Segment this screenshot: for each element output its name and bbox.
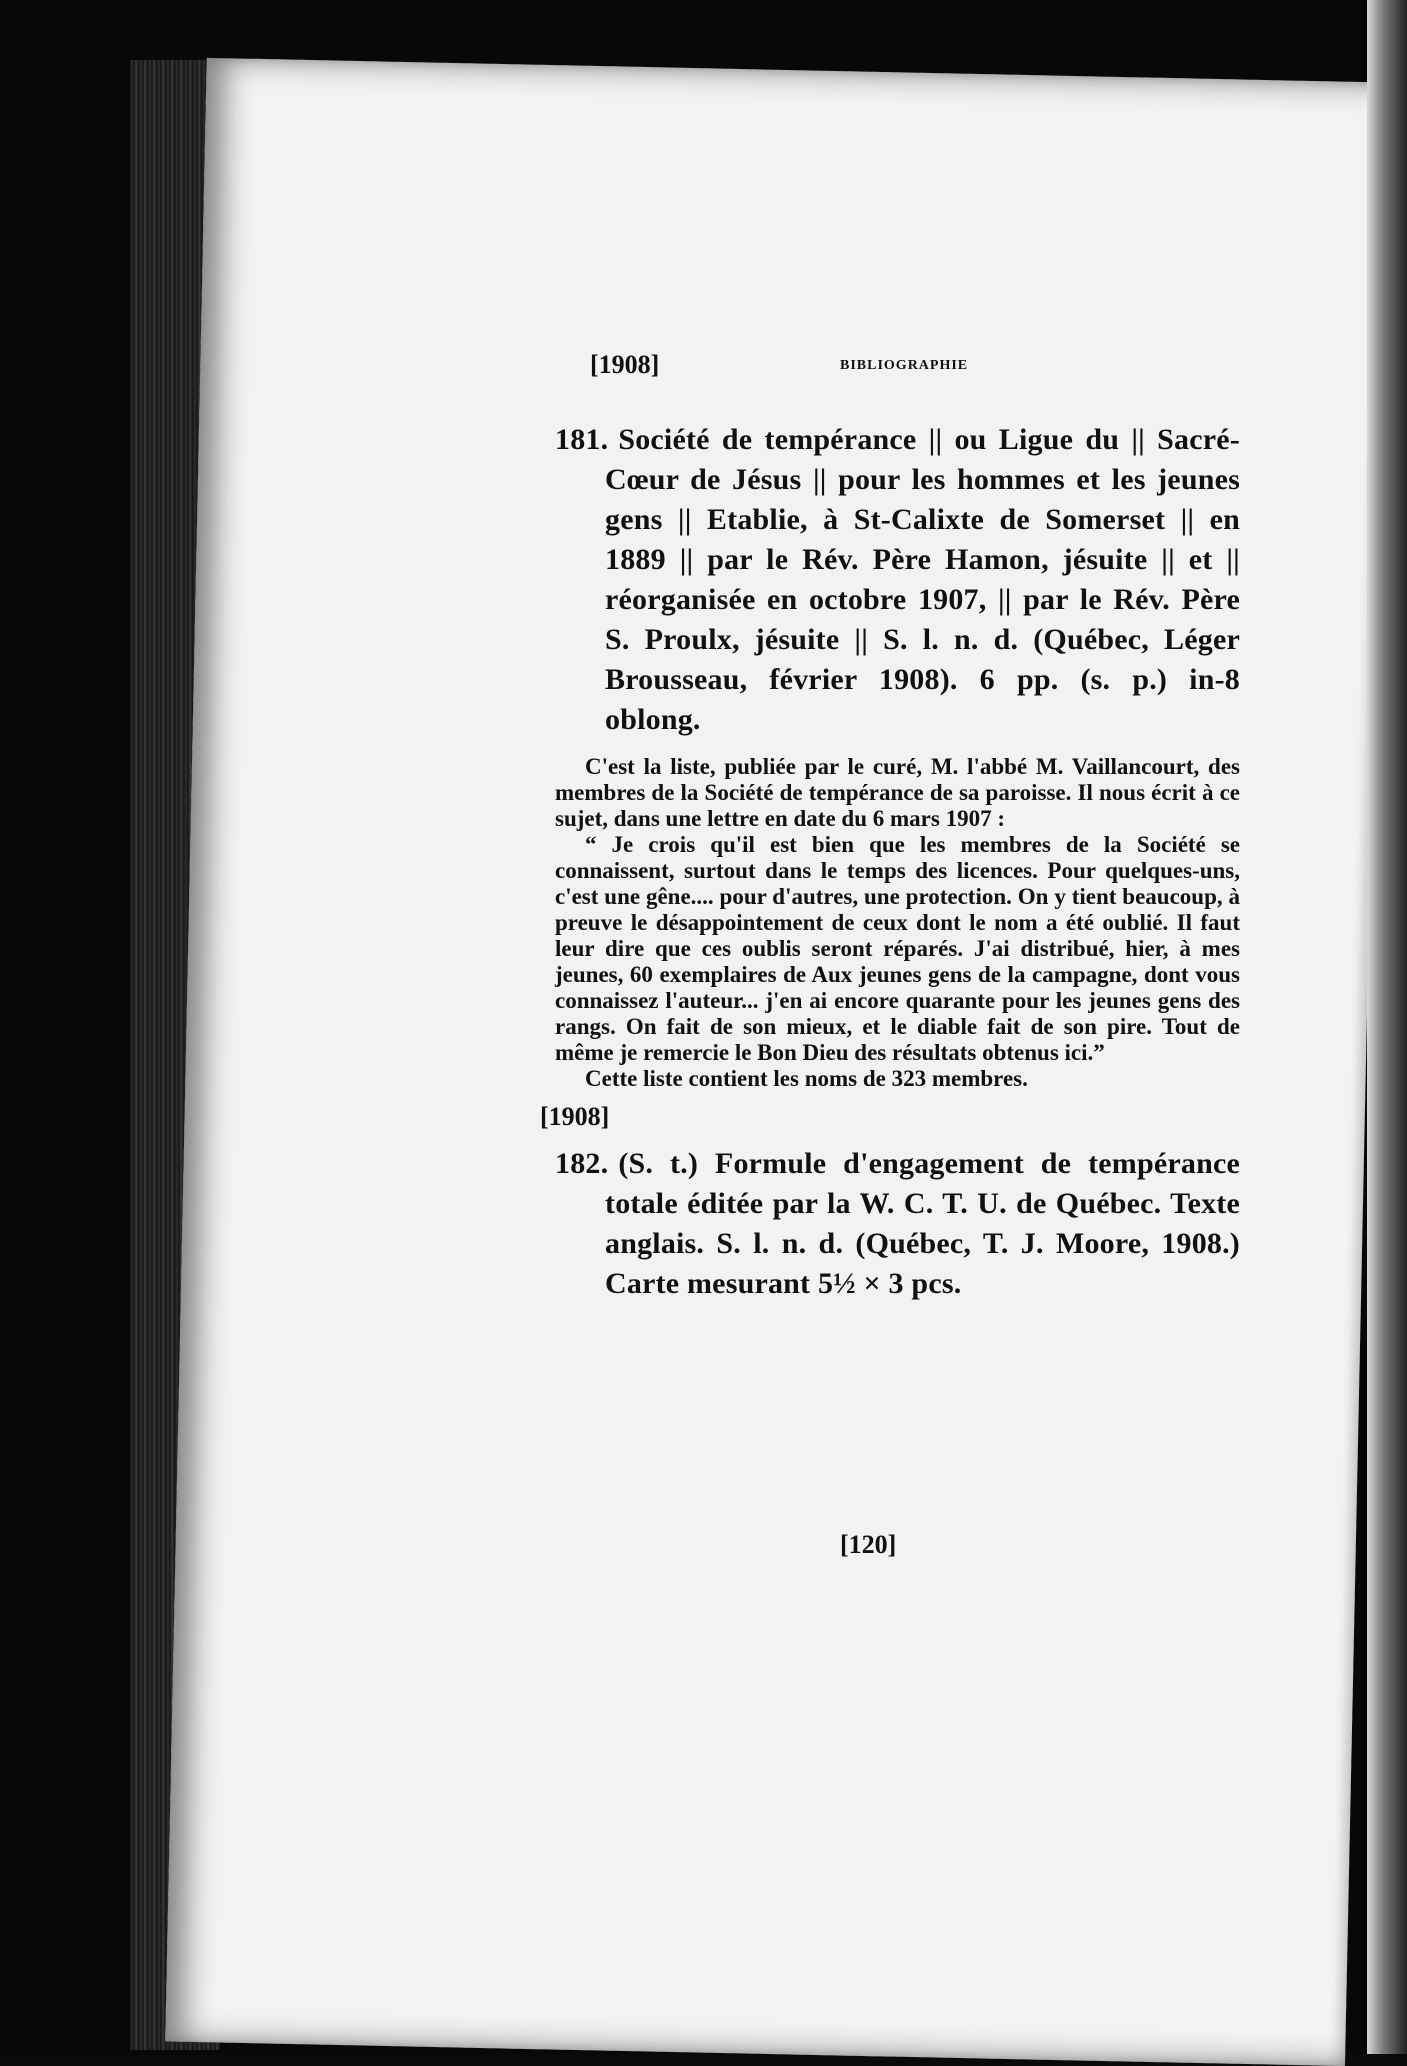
- year-marker: [1908]: [540, 1102, 610, 1131]
- entry-181-title: [550, 420, 1240, 740]
- note-paragraph-1: C'est la liste, publiée par le curé, M. l'abbé M. Vaillancourt, des membres de la Société de tempérance de sa paroisse. Il nous écrit à ce sujet, dans une lettre en date du 6 mars 1907 :: [555, 754, 1240, 831]
- note-quote: “ Je crois qu'il est bien que les membres de la Société se connaissent, surtout dans le temps des licences. Pour quelques-uns, c'est une gêne.... pour d'autres, une protection. On y tient beaucoup, à preuve le désappointement de ceux dont le nom a été oublié. Il faut leur dire que ces oublis seront réparés. J'ai distribué, hier, à mes jeunes, 60 exemplaires de Aux jeunes gens de la campagne, dont vous connaissez l'auteur... j'en ai encore quarante pour les jeunes gens des rangs. On fait de son mieux, et le diable fait de son pire. Tout de même je remercie le Bon Dieu des résultats obtenus ici.”: [555, 832, 1240, 1065]
- entry-182-title: [550, 1144, 1240, 1304]
- entry-182-text: (S. t.) Formule d'engagement de tempérance totale éditée par la W. C. T. U. de Québec. Texte anglais. S. l. n. d. (Québec, T. J. Moore, 1908.) Carte mesurant 5½ × 3 pcs.: [605, 1147, 1240, 1300]
- header-year: [1908]: [590, 350, 660, 379]
- note-paragraph-3: Cette liste contient les noms de 323 membres.: [585, 1066, 1028, 1091]
- entry-181-number: 181.: [555, 423, 609, 456]
- entry-181: [550, 420, 1240, 1092]
- page-number: [120]: [840, 1530, 897, 1559]
- running-header: [400, 350, 1280, 400]
- page-right-edge: [1367, 0, 1407, 2054]
- header-title: BIBLIOGRAPHIE: [840, 358, 969, 373]
- entry-181-text: Société de tempérance || ou Ligue du || Sacré-Cœur de Jésus || pour les hommes et les jeunes gens || Etablie, à St-Calixte de Somerset || en 1889 || par le Rév. Père Hamon, jésuite || et || réorganisée en octobre 1907, || par le Rév. Père S. Proulx, jésuite || S. l. n. d. (Québec, Léger Brousseau, février 1908). 6 pp. (s. p.) in-8 oblong.: [605, 423, 1240, 736]
- entry-182: [550, 1144, 1240, 1304]
- entry-182-number: 182.: [555, 1147, 609, 1180]
- page-content: [400, 350, 1280, 1304]
- entry-181-note: [550, 754, 1240, 1092]
